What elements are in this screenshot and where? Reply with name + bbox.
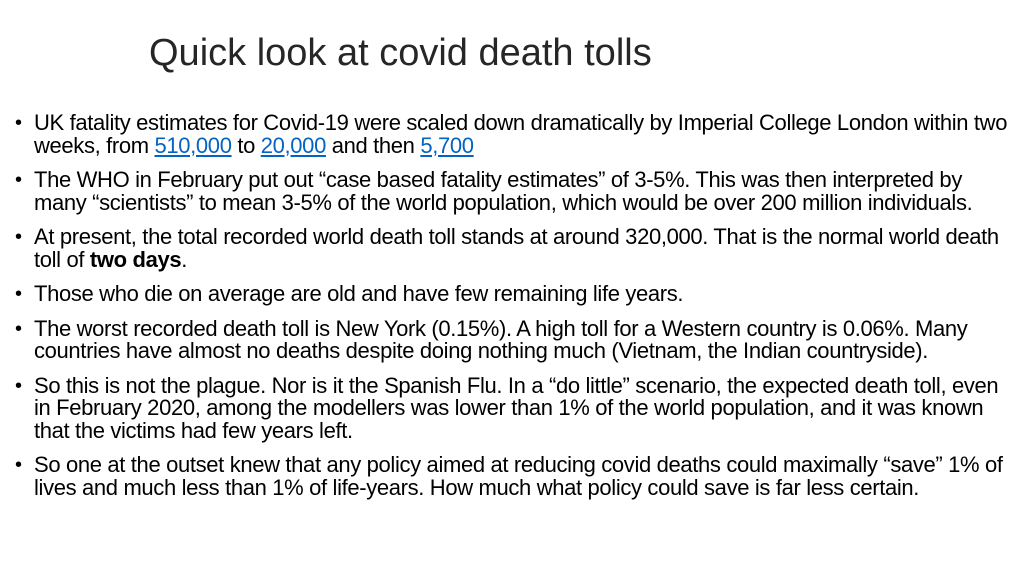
link-20000[interactable]: 20,000: [260, 132, 326, 158]
bullet-text: to: [231, 132, 261, 158]
bullet-text: The worst recorded death toll is New York (0.15%). A high toll for a Western country is 0.06%. Many countries have almost no deaths despite doing nothing much (Vietnam, the Indian countryside).: [34, 315, 968, 363]
bullet-item-life-years: [14, 283, 1014, 306]
bullet-text: Those who die on average are old and have few remaining life years.: [34, 281, 684, 306]
bullet-item-policy: [14, 454, 1014, 499]
bullet-item-uk-estimates: [14, 112, 1014, 157]
bullet-item-not-plague: [14, 372, 1014, 443]
bold-text-two-days: two days: [89, 246, 182, 272]
bullet-text: and then: [325, 132, 421, 158]
bullet-text: .: [181, 246, 188, 272]
bullet-text: UK fatality estimates for Covid-19 were scaled down dramatically by Imperial College London within two weeks, from: [34, 110, 1008, 158]
bullet-item-new-york: [14, 315, 1014, 363]
bullet-text: At present, the total recorded world death toll stands at around 320,000. That is the normal world death toll of: [34, 224, 999, 272]
link-5700[interactable]: 5,700: [420, 132, 474, 158]
bullet-text: So this is not the plague. Nor is it the Spanish Flu. In a “do little” scenario, the expected death toll, even in February 2020, among the modellers was lower than 1% of the world population, and it was known that the victims had few years left.: [34, 372, 999, 443]
bullet-list: [14, 112, 1014, 511]
bullet-item-who-estimates: [14, 169, 1014, 214]
bullet-item-world-death-toll: [14, 226, 1014, 271]
slide-title: Quick look at covid death tolls: [149, 32, 652, 74]
link-510000[interactable]: 510,000: [154, 132, 232, 158]
bullet-text: The WHO in February put out “case based fatality estimates” of 3-5%. This was then interpreted by many “scientists” to mean 3-5% of the world population, which would be over 200 million individuals.: [34, 167, 973, 215]
bullet-text: So one at the outset knew that any policy aimed at reducing covid deaths could maximally “save” 1% of lives and much less than 1% of life-years. How much what policy could save is far less certain.: [34, 452, 1003, 500]
